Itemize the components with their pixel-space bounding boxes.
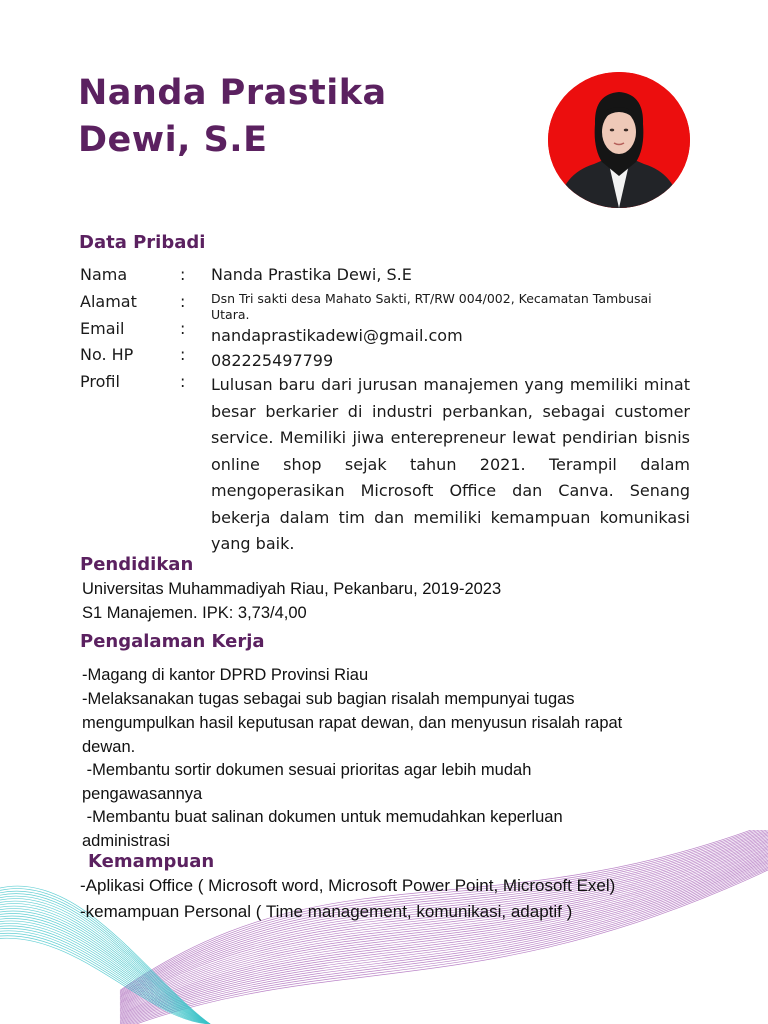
address-colon: : — [180, 292, 186, 311]
person-portrait-icon — [548, 72, 690, 208]
profile-summary: Lulusan baru dari jurusan manajemen yang memiliki minat besar berkarier di industri perbankan, sebagai customer service. Memiliki jiwa enterepreneur lewat pendirian bisnis online shop sejak tahun 2021. Terampil dalam mengoperasikan Microsoft Office dan Canva. Senang bekerja dalam tim dan memiliki kemampuan komunikasi yang baik. — [211, 375, 690, 553]
experience-line: pengawasannya — [82, 785, 203, 803]
email-colon: : — [180, 319, 186, 338]
education-line: Universitas Muhammadiyah Riau, Pekanbaru, 2019-2023 — [82, 580, 502, 598]
phone-value: 082225497799 — [211, 351, 334, 370]
name-label: Nama — [80, 265, 128, 284]
purple-wave-lines — [120, 830, 768, 1024]
name-line-1: Nanda Prastika — [78, 73, 387, 113]
page-title — [78, 70, 498, 164]
skill-line: -kemampuan Personal ( Time management, komunikasi, adaptif ) — [80, 902, 573, 921]
education-heading: Pendidikan — [80, 554, 194, 575]
experience-line: -Membantu sortir dokumen sesuai prioritas agar lebih mudah — [82, 761, 532, 779]
wave-line — [120, 845, 768, 1009]
name-colon: : — [180, 265, 186, 284]
experience-line: -Melaksanakan tugas sebagai sub bagian risalah mempunyai tugas — [82, 690, 575, 708]
name-value: Nanda Prastika Dewi, S.E — [211, 265, 412, 284]
personal-data-heading: Data Pribadi — [79, 232, 206, 253]
experience-line: mengumpulkan hasil keputusan rapat dewan, dan menyusun risalah rapat — [82, 714, 623, 732]
address-label: Alamat — [80, 292, 137, 311]
skills-heading: Kemampuan — [88, 851, 215, 872]
address-value: Dsn Tri sakti desa Mahato Sakti, RT/RW 004/002, Kecamatan Tambusai Utara. — [211, 291, 652, 322]
experience-heading: Pengalaman Kerja — [80, 631, 265, 652]
email-label: Email — [80, 319, 125, 338]
experience-line: -Membantu buat salinan dokumen untuk memudahkan keperluan — [82, 808, 563, 826]
profile-photo — [548, 72, 690, 208]
education-line: S1 Manajemen. IPK: 3,73/4,00 — [82, 604, 307, 622]
experience-line: administrasi — [82, 832, 171, 850]
skill-line: -Aplikasi Office ( Microsoft word, Microsoft Power Point, Microsoft Exel) — [80, 876, 616, 895]
profile-label: Profil — [80, 372, 120, 391]
experience-line: -Magang di kantor DPRD Provinsi Riau — [82, 666, 369, 684]
experience-line: dewan. — [82, 738, 136, 756]
phone-label: No. HP — [80, 345, 134, 364]
email-value: nandaprastikadewi@gmail.com — [211, 326, 463, 345]
phone-colon: : — [180, 345, 186, 364]
name-line-2: Dewi, S.E — [78, 120, 268, 160]
profile-colon: : — [180, 372, 186, 391]
